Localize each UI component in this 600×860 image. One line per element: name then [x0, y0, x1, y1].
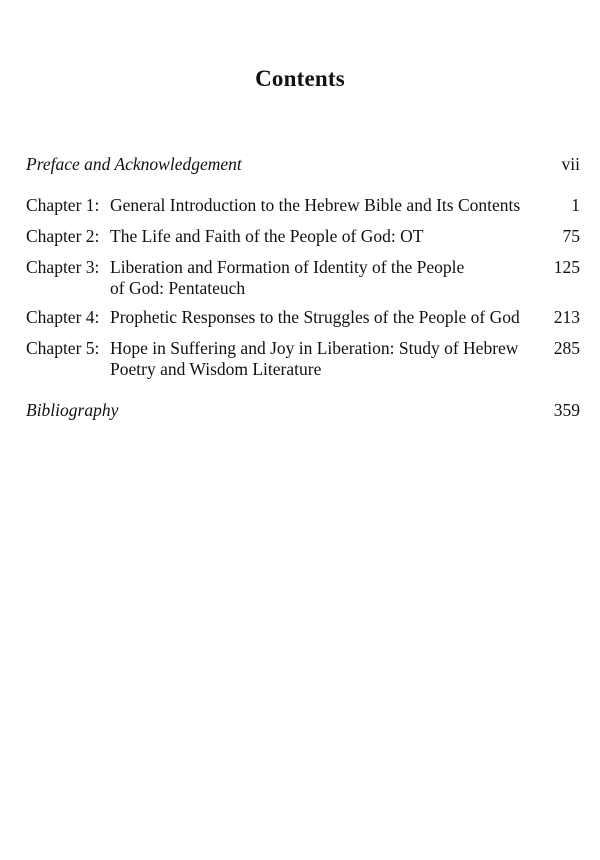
toc-entry-label: Bibliography — [26, 400, 119, 420]
chapter-number: Chapter 4: — [26, 307, 100, 327]
toc-page-number: 1 — [571, 195, 580, 215]
chapter-title — [110, 226, 540, 247]
chapter-title-line: Prophetic Responses to the Struggles of the People of God — [110, 307, 520, 327]
toc-page-number: 359 — [553, 400, 580, 420]
chapter-title-line: Hope in Suffering and Joy in Liberation: Study of Hebrew — [110, 338, 519, 358]
chapter-title — [110, 195, 540, 216]
toc-entry-label: Preface and Acknowledgement — [26, 154, 242, 174]
chapter-title-line: The Life and Faith of the People of God: OT — [110, 226, 424, 246]
toc-page-number: vii — [561, 154, 580, 174]
chapter-title-line: Poetry and Wisdom Literature — [110, 359, 322, 379]
toc-entry-preface — [26, 154, 580, 175]
chapter-number: Chapter 5: — [26, 338, 100, 358]
toc-page-number: 125 — [553, 257, 580, 277]
chapter-title — [110, 257, 540, 299]
chapter-title-line: of God: Pentateuch — [110, 278, 246, 298]
toc-page-number: 213 — [553, 307, 580, 327]
chapter-title — [110, 307, 540, 328]
toc-page-number: 75 — [562, 226, 580, 246]
chapter-number: Chapter 1: — [26, 195, 100, 215]
page-title: Contents — [255, 66, 345, 91]
toc-page-number: 285 — [553, 338, 580, 358]
toc-entry-bibliography — [26, 400, 580, 421]
chapter-title — [110, 338, 540, 380]
chapter-title-line: Liberation and Formation of Identity of the People — [110, 257, 465, 277]
chapter-title-line: General Introduction to the Hebrew Bible and Its Contents — [110, 195, 521, 215]
chapter-number: Chapter 2: — [26, 226, 100, 246]
chapter-number: Chapter 3: — [26, 257, 100, 277]
